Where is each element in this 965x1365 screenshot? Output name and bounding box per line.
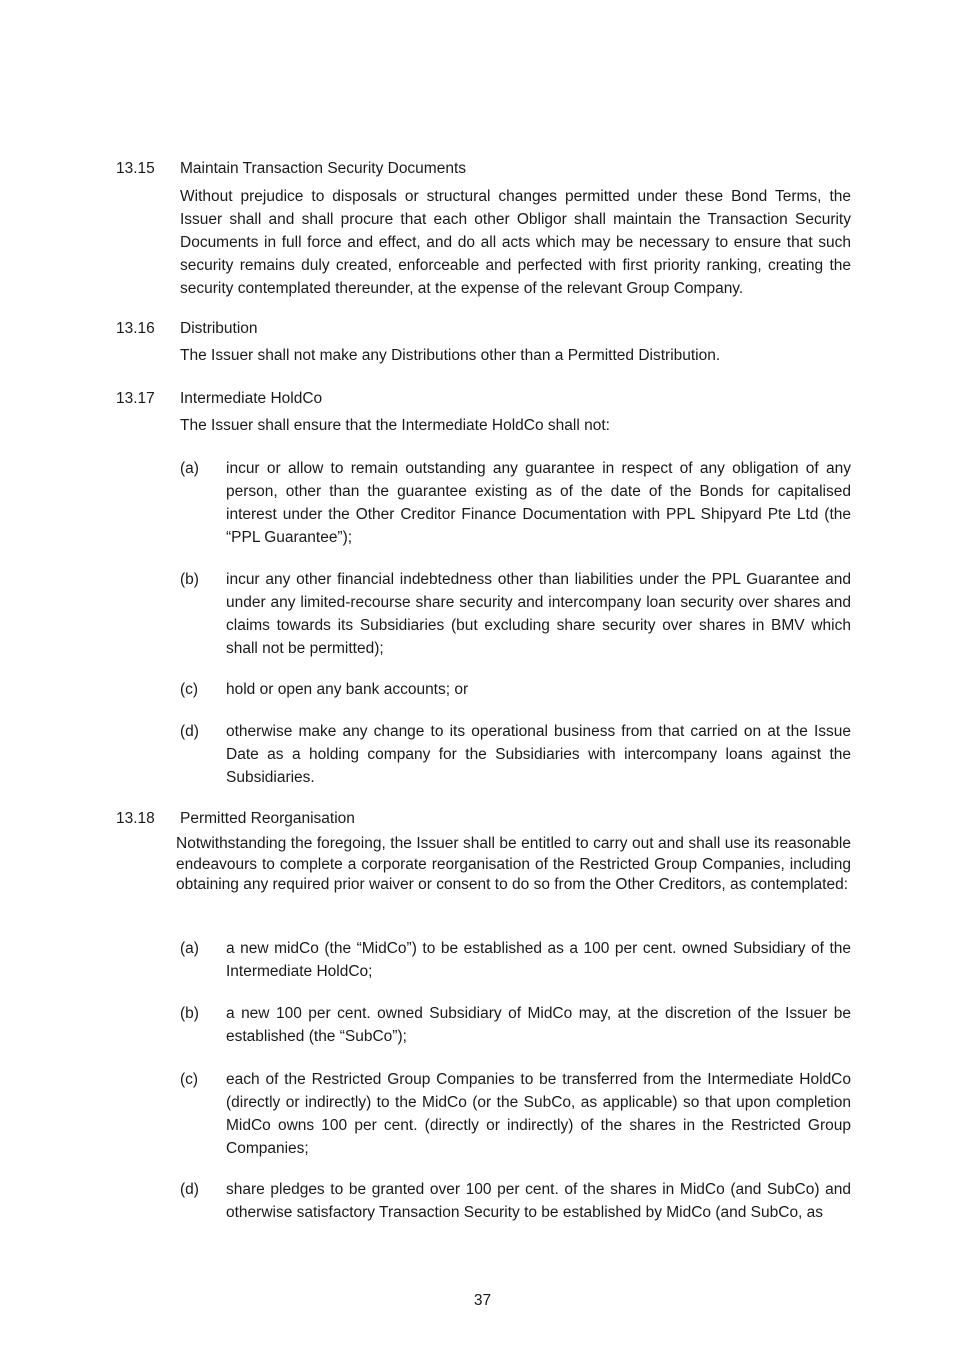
section-number: 13.17 (116, 390, 155, 407)
item-label: (a) (180, 460, 199, 477)
item-label: (a) (180, 940, 199, 957)
item-text: otherwise make any change to its operational business from that carried on at the Issue Date as a holding company for the Subsidiaries with intercompany loans against the Subsidiaries. (226, 723, 851, 786)
item-label: (d) (180, 723, 199, 740)
item-text: hold or open any bank accounts; or (226, 681, 469, 698)
item-text: a new midCo (the “MidCo”) to be established as a 100 per cent. owned Subsidiary of the Intermediate HoldCo; (226, 940, 851, 980)
section-paragraph: Without prejudice to disposals or structural changes permitted under these Bond Terms, the Issuer shall and shall procure that each other Obligor shall maintain the Transaction Security Documents in full force and effect, and do all acts which may be necessary to ensure that such security remains duly created, enforceable and perfected with first priority ranking, creating the security contemplated thereunder, at the expense of the relevant Group Company. (180, 188, 851, 297)
section-paragraph: Notwithstanding the foregoing, the Issuer shall be entitled to carry out and shall use its reasonable endeavours to complete a corporate reorganisation of the Restricted Group Companies, including obtaining any required prior waiver or consent to do so from the Other Creditors, as contemplated: (176, 835, 851, 893)
item-text: incur any other financial indebtedness other than liabilities under the PPL Guarantee and under any limited-recourse share security and intercompany loan security over shares and claims towards its Subsidiaries (but excluding share security over shares in BMV which shall not be permitted); (226, 571, 851, 657)
item-label: (d) (180, 1181, 199, 1198)
item-label: (b) (180, 571, 199, 588)
item-label: (b) (180, 1005, 199, 1022)
section-title: Intermediate HoldCo (180, 390, 323, 407)
section-paragraph: The Issuer shall ensure that the Intermediate HoldCo shall not: (180, 417, 610, 434)
item-text: a new 100 per cent. owned Subsidiary of MidCo may, at the discretion of the Issuer be established (the “SubCo”); (226, 1005, 851, 1045)
section-title: Permitted Reorganisation (180, 810, 355, 827)
item-text: share pledges to be granted over 100 per cent. of the shares in MidCo (and SubCo) and otherwise satisfactory Transaction Security to be established by MidCo (and SubCo, as (226, 1181, 851, 1221)
page-number: 37 (473, 1292, 492, 1309)
section-number: 13.16 (116, 320, 155, 337)
section-paragraph: The Issuer shall not make any Distributions other than a Permitted Distribution. (180, 347, 721, 364)
section-number: 13.18 (116, 810, 155, 827)
section-title: Distribution (180, 320, 258, 337)
item-text: incur or allow to remain outstanding any guarantee in respect of any obligation of any person, other than the guarantee existing as of the date of the Bonds for capitalised interest under the Other Creditor Finance Documentation with PPL Shipyard Pte Ltd (the “PPL Guarantee”); (226, 460, 851, 546)
item-text: each of the Restricted Group Companies to be transferred from the Intermediate HoldCo (directly or indirectly) to the MidCo (or the SubCo, as applicable) so that upon completion MidCo owns 100 per cent. (directly or indirectly) of the shares in the Restricted Group Companies; (226, 1071, 851, 1157)
item-label: (c) (180, 681, 199, 698)
item-label: (c) (180, 1071, 199, 1088)
section-title: Maintain Transaction Security Documents (180, 160, 467, 177)
section-number: 13.15 (116, 160, 155, 177)
